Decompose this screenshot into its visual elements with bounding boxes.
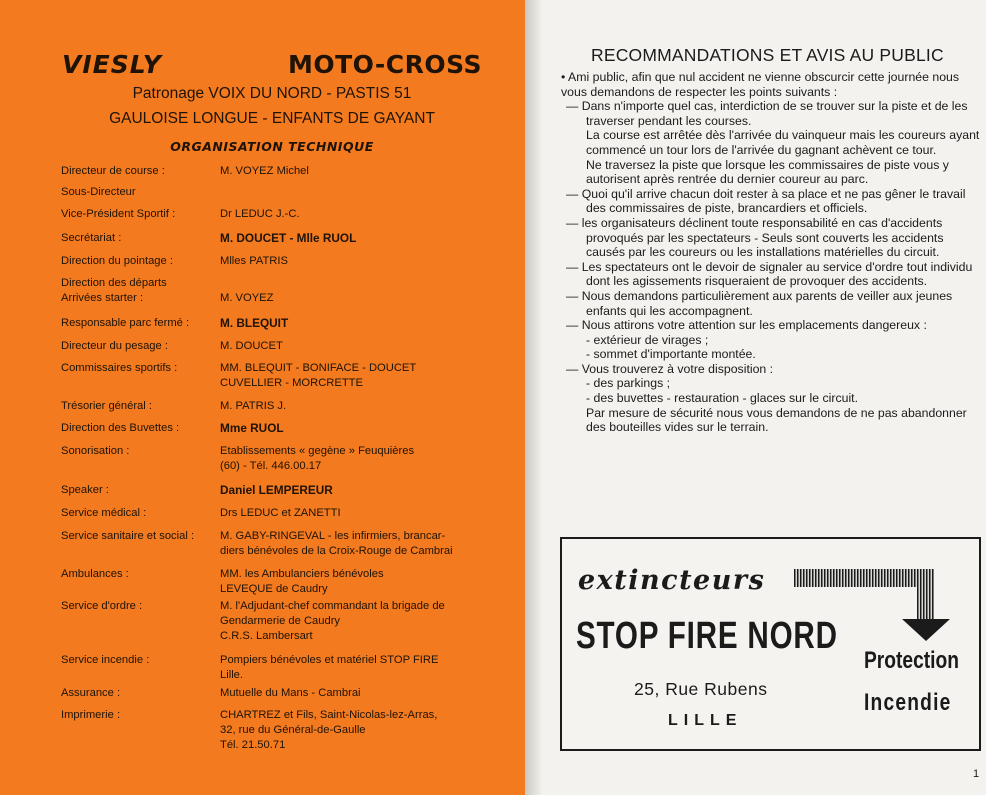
advice-item: — Nous demandons particulièrement aux parents de veiller aux jeunes enfants qui les accompagnent.	[566, 288, 953, 318]
ad-tag-2: Incendie	[864, 689, 952, 716]
event-title	[62, 50, 482, 80]
role-value: M. VOYEZ	[220, 292, 274, 304]
advice-item: - des buvettes - restauration - glaces sur le circuit.	[586, 391, 859, 406]
advice-item: — Les spectateurs ont le devoir de signaler au service d'ordre tout individu dont les agissements risqueraient de provoquer des accidents.	[566, 259, 973, 289]
advice-item: — Vous trouverez à votre disposition :	[566, 361, 774, 376]
advice-item: - sommet d'importante montée.	[586, 347, 756, 362]
role-label: Service médical :	[61, 507, 147, 519]
role-value: Pompiers bénévoles et matériel STOP FIRE Lille.	[220, 654, 439, 681]
role-value: M. VOYEZ Michel	[220, 165, 309, 177]
role-label: Ambulances :	[61, 568, 129, 580]
section-title: ORGANISATION TECHNIQUE	[170, 139, 374, 154]
advice-item: — Nous attirons votre attention sur les emplacements dangereux :	[566, 318, 927, 333]
role-value: MM. BLEQUIT - BONIFACE - DOUCET CUVELLIER - MORCRETTE	[220, 362, 417, 389]
advice-item: Par mesure de sécurité nous vous demandons de ne pas abandonner des bouteilles vides sur le terrain.	[586, 405, 967, 435]
advice-item: Ne traversez la piste que lorsque les commissaires de piste vous y autorisent après rentrée du dernier coureur au parc.	[586, 157, 949, 187]
role-value: M. PATRIS J.	[220, 400, 287, 412]
right-page	[541, 0, 986, 795]
advice-item: — Quoi qu'il arrive chacun doit rester à sa place et ne pas gêner le travail des commissaires de piste, brancardiers et officiels.	[566, 186, 966, 216]
role-value: M. GABY-RINGEVAL - les infirmiers, brancar- diers bénévoles de la Croix-Rouge de Cambrai	[220, 530, 453, 557]
role-label: Assurance :	[61, 687, 121, 699]
advice-intro: • Ami public, afin que nul accident ne vienne obscurcir cette journée nous vous demandons de respecter les points suivants :	[561, 70, 960, 99]
role-label: Sonorisation :	[61, 445, 130, 457]
arrow-down-icon	[902, 619, 950, 641]
role-label: Service d'ordre :	[61, 600, 143, 612]
role-label: Direction du pointage :	[61, 255, 173, 267]
advice-item: - des parkings ;	[586, 376, 671, 391]
role-label: Commissaires sportifs :	[61, 362, 178, 374]
role-value: Mlles PATRIS	[220, 255, 288, 267]
arrow-stripes	[794, 569, 934, 587]
ad-brand: extincteurs	[578, 565, 766, 596]
recommendations-title: RECOMMANDATIONS ET AVIS AU PUBLIC	[591, 45, 944, 65]
role-value: M. DOUCET	[220, 340, 283, 352]
title-right: MOTO-CROSS	[287, 50, 482, 79]
role-label: Service sanitaire et social :	[61, 530, 195, 542]
advice-text	[561, 70, 981, 435]
role-value: CHARTREZ et Fils, Saint-Nicolas-lez-Arras, 32, rue du Général-de-Gaulle Tél. 21.50.71	[220, 709, 438, 751]
role-value: Dr LEDUC J.-C.	[220, 208, 300, 220]
role-value: Daniel LEMPEREUR	[220, 483, 333, 497]
ad-city: LILLE	[668, 712, 743, 729]
role-label: Direction des départs Arrivées starter :	[61, 277, 167, 304]
role-label: Trésorier général :	[61, 400, 152, 412]
role-value: Etablissements « gegène » Feuquières (60) - Tél. 446.00.17	[220, 445, 415, 472]
patronage-line-2: GAULOISE LONGUE - ENFANTS DE GAYANT	[109, 110, 435, 127]
patronage-line-1: Patronage VOIX DU NORD - PASTIS 51	[132, 85, 412, 102]
role-label: Direction des Buvettes :	[61, 422, 180, 434]
page-number: 1	[973, 768, 980, 780]
role-label: Sous-Directeur	[61, 186, 136, 198]
role-label: Imprimerie :	[61, 709, 121, 721]
role-value: MM. les Ambulanciers bénévoles LEVEQUE de Caudry	[220, 568, 384, 595]
advice-item: — les organisateurs déclinent toute responsabilité en cas d'accidents provoqués par les spectateurs - Seuls sont couverts les accidents causés par les coureurs ou les installations matérielles du circuit.	[566, 215, 944, 260]
advertisement-box	[560, 537, 981, 751]
arrow-shaft	[917, 569, 934, 621]
role-label: Directeur de course :	[61, 165, 165, 177]
ad-name: STOP FIRE NORD	[576, 615, 838, 657]
title-left: VIESLY	[62, 50, 162, 79]
advice-item: La course est arrêtée dès l'arrivée du vainqueur mais les coureurs ayant commencé un tour lors de l'arrivée du gagnant achèvent ce tour.	[586, 128, 980, 157]
advice-item: - extérieur de virages ;	[586, 332, 709, 347]
role-value: M. BLEQUIT	[220, 316, 289, 330]
role-value: Mme RUOL	[220, 421, 284, 435]
role-value: M. DOUCET - Mlle RUOL	[220, 231, 357, 245]
advice-item: — Dans n'importe quel cas, interdiction de se trouver sur la piste et de les traverser pendant les courses.	[566, 99, 968, 128]
role-value: M. l'Adjudant-chef commandant la brigade de Gendarmerie de Caudry C.R.S. Lambersart	[220, 600, 445, 642]
role-label: Service incendie :	[61, 654, 150, 666]
role-value: Mutuelle du Mans - Cambrai	[220, 687, 361, 699]
role-label: Secrétariat :	[61, 232, 122, 244]
ad-address: 25, Rue Rubens	[634, 679, 768, 699]
role-label: Responsable parc fermé :	[61, 317, 190, 329]
gutter	[525, 0, 541, 795]
role-label: Vice-Président Sportif :	[61, 208, 176, 220]
ad-tag-1: Protection	[864, 647, 959, 674]
role-value: Drs LEDUC et ZANETTI	[220, 507, 341, 519]
role-label: Speaker :	[61, 484, 109, 496]
role-label: Directeur du pesage :	[61, 340, 168, 352]
